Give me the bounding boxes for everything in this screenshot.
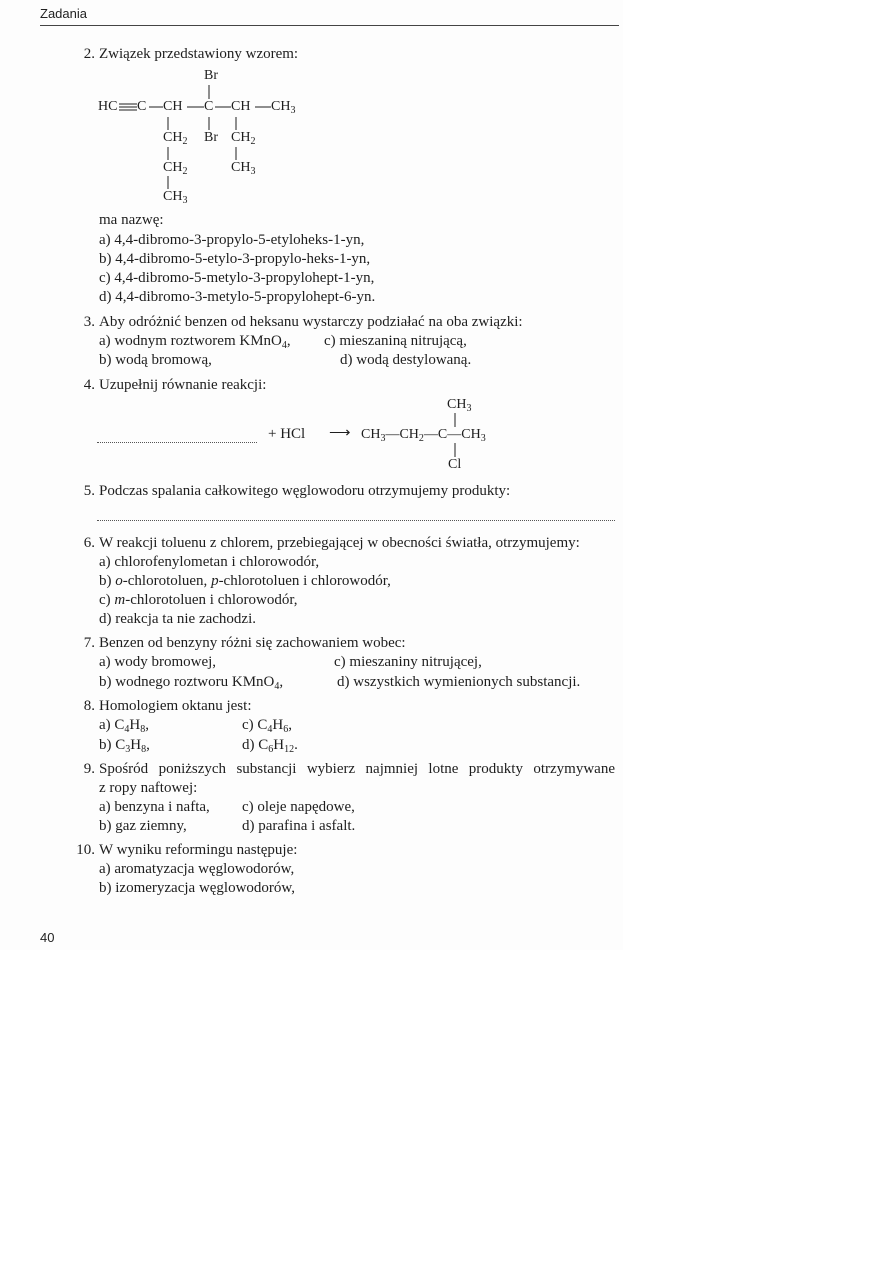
q7-text: Benzen od benzyny różni się zachowaniem wobec:: [99, 635, 406, 651]
q5-number: 5.: [83, 483, 95, 499]
q8-number: 8.: [83, 698, 95, 714]
formula-c1: C: [137, 99, 147, 114]
q6-option-a: a) chlorofenylometan i chlorowodór,: [99, 554, 320, 570]
q6-option-d: d) reakcja ta nie zachodzi.: [99, 611, 256, 627]
q2-text: Związek przedstawiony wzorem:: [99, 46, 299, 62]
q6-number: 6.: [83, 535, 95, 551]
q2-option-b: b) 4,4-dibromo-5-etylo-3-propylo-heks-1-yn,: [99, 251, 371, 267]
q3-text: Aby odróżnić benzen od heksanu wystarczy podziałać na oba związki:: [99, 314, 523, 330]
q10-option-a: a) aromatyzacja węglowodorów,: [99, 861, 295, 877]
q2-name-prompt: ma nazwę:: [99, 212, 164, 228]
q4-number: 4.: [83, 377, 95, 393]
q10-number: 10.: [76, 842, 95, 858]
q4-product-chain: $CH_3—CH_2—C—CH_3$: [361, 427, 486, 444]
q8-text: Homologiem oktanu jest:: [99, 698, 252, 714]
formula-ch5: CH: [231, 99, 251, 114]
q2-option-d: d) 4,4-dibromo-3-metylo-5-propylohept-6-yn.: [99, 289, 376, 305]
formula-ch3-end: $CH_3$: [271, 99, 296, 116]
q3-number: 3.: [83, 314, 95, 330]
section-header: Zadania: [40, 6, 87, 21]
formula-ch3-b: $CH_3$: [231, 160, 256, 177]
q6-text: W reakcji toluenu z chlorem, przebiegającej w obecności światła, otrzymujemy:: [99, 535, 580, 551]
formula-ch3-c: $CH_3$: [163, 189, 188, 206]
q3-option-a: a) wodnym roztworem KMnO$_4$,: [99, 333, 291, 351]
formula-ch2-b: $CH_2$: [231, 130, 256, 147]
q7-option-a: a) wody bromowej,: [99, 654, 217, 670]
formula-br-top: Br: [204, 68, 218, 83]
q4-cl: Cl: [448, 457, 462, 472]
q4-ch3-top: $CH_3$: [447, 397, 472, 414]
formula-br-mid: Br: [204, 130, 218, 145]
page-number: 40: [40, 930, 55, 945]
q3-option-c: c) mieszaniną nitrującą,: [324, 333, 467, 349]
q9-option-c: c) oleje napędowe,: [242, 799, 355, 815]
formula-hc: HC: [98, 99, 118, 114]
q5-text: Podczas spalania całkowitego węglowodoru otrzymujemy produkty:: [99, 483, 511, 499]
q9-option-a: a) benzyna i nafta,: [99, 799, 210, 815]
q7-option-b: b) wodnego roztworu KMnO$_4$,: [99, 674, 284, 692]
q4-plus-hcl: + HCl: [268, 426, 306, 442]
q7-option-d: d) wszystkich wymienionych substancji.: [337, 674, 581, 690]
q9-number: 9.: [83, 761, 95, 777]
formula-ch2-c: $CH_2$: [163, 160, 188, 177]
q9-option-b: b) gaz ziemny,: [99, 818, 187, 834]
formula-ch2-a: $CH_2$: [163, 130, 188, 147]
q3-option-d: d) wodą destylowaną.: [340, 352, 472, 368]
q2-option-a: a) 4,4-dibromo-3-propylo-5-etyloheks-1-yn,: [99, 232, 365, 248]
q3-option-b: b) wodą bromową,: [99, 352, 212, 368]
q6-option-c: c) m-chlorotoluen i chlorowodór,: [99, 592, 298, 608]
q10-option-b: b) izomeryzacja węglowodorów,: [99, 880, 296, 896]
q4-text: Uzupełnij równanie reakcji:: [99, 377, 267, 393]
q8-option-c: c) $C_4H_6$,: [242, 717, 293, 735]
q9-text-line2: z ropy naftowej:: [99, 780, 198, 796]
q2-option-c: c) 4,4-dibromo-5-metylo-3-propylohept-1-yn,: [99, 270, 375, 286]
q4-arrow: ⟶: [329, 425, 351, 441]
formula-ch1: CH: [163, 99, 183, 114]
q2-number: 2.: [83, 46, 95, 62]
q8-option-b: b) $C_3H_8$,: [99, 737, 150, 755]
q8-option-d: d) $C_6H_{12}$.: [242, 737, 298, 755]
q9-text-line1: Spośród poniższych substancji wybierz najmniej lotne produkty otrzymywane: [99, 761, 615, 777]
q8-option-a: a) $C_4H_8$,: [99, 717, 150, 735]
formula-c4: C: [204, 99, 214, 114]
q10-text: W wyniku reformingu następuje:: [99, 842, 298, 858]
q7-number: 7.: [83, 635, 95, 651]
q6-option-b: b) o-chlorotoluen, p-chlorotoluen i chlorowodór,: [99, 573, 391, 589]
q7-option-c: c) mieszaniny nitrującej,: [334, 654, 482, 670]
q9-option-d: d) parafina i asfalt.: [242, 818, 356, 834]
